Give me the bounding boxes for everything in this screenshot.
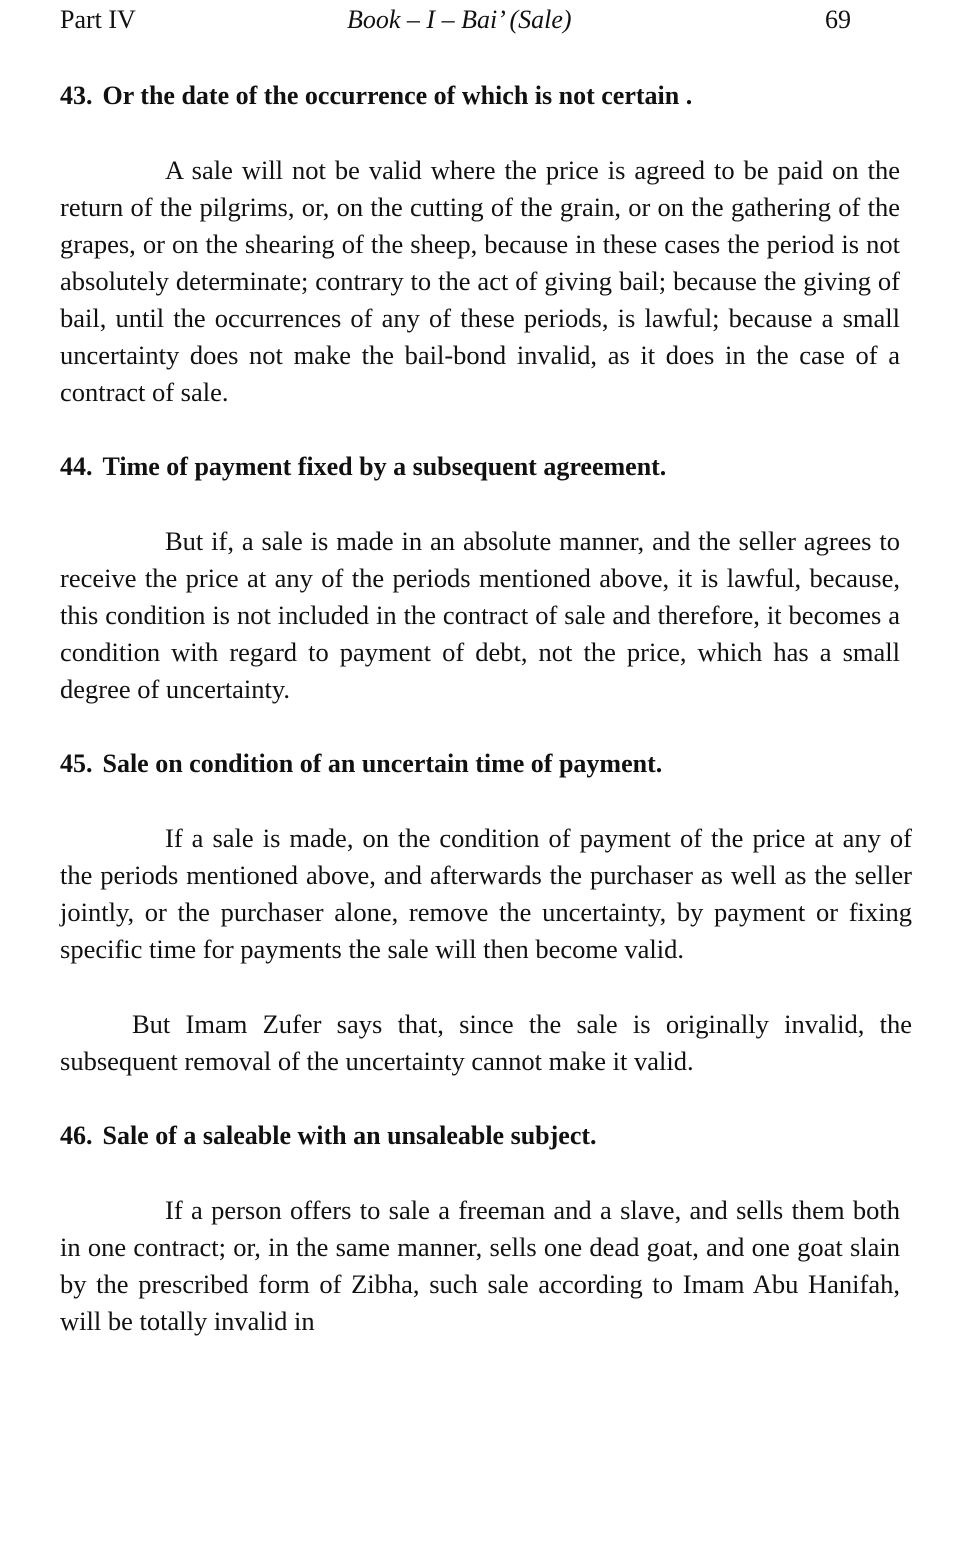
section-number: 46. (60, 1121, 93, 1150)
section-title: Sale on condition of an uncertain time of payment. (102, 749, 663, 778)
section-title: Sale of a saleable with an unsaleable subject. (102, 1121, 597, 1150)
section-title: Time of payment fixed by a subsequent agreement. (102, 452, 667, 481)
section-number: 43. (60, 81, 93, 110)
part-label: Part IV (60, 5, 136, 34)
section-heading (60, 78, 900, 114)
section-heading (60, 1118, 900, 1154)
paragraph: But Imam Zufer says that, since the sale is originally invalid, the subsequent removal of the uncertainty cannot make it valid. (60, 1009, 912, 1076)
section-number: 44. (60, 452, 93, 481)
paragraph: But if, a sale is made in an absolute manner, and the seller agrees to receive the price at any of the periods mentioned above, it is lawful, because, this condition is not included in the contract of sale and therefore, it becomes a condition with regard to payment of debt, not the price, which has a small degree of uncertainty. (60, 526, 900, 704)
running-head (60, 2, 900, 38)
section-45 (60, 746, 912, 1080)
paragraph: A sale will not be valid where the price is agreed to be paid on the return of the pilgrims, or, on the cutting of the grain, or on the gathering of the grapes, or on the shearing of the sheep, because in these cases the period is not absolutely determinate; contrary to the act of giving bail; because the giving of bail, until the occurrences of any of these periods, is lawful; because a small uncertainty does not make the bail-bond invalid, as it does in the case of a contract of sale. (60, 155, 900, 407)
section-heading (60, 449, 900, 485)
paragraph: If a person offers to sale a freeman and a slave, and sells them both in one contract; or, in the same manner, sells one dead goat, and one goat slain by the prescribed form of Zibha, such sale according to Imam Abu Hanifah, will be totally invalid in (60, 1195, 900, 1336)
section-43 (60, 78, 900, 411)
paragraph: If a sale is made, on the condition of payment of the price at any of the periods mentioned above, and afterwards the purchaser as well as the seller jointly, or the purchaser alone, remove the uncertainty, by payment or fixing specific time for payments the sale will then become valid. (60, 823, 912, 964)
book-page (0, 2, 960, 1552)
section-46 (60, 1118, 900, 1340)
page-number: 69 (825, 5, 851, 34)
section-heading (60, 746, 900, 782)
section-title: Or the date of the occurrence of which is not certain . (102, 81, 693, 110)
section-44 (60, 449, 900, 708)
book-title: Book – I – Bai’ (Sale) (347, 5, 572, 34)
section-number: 45. (60, 749, 93, 778)
